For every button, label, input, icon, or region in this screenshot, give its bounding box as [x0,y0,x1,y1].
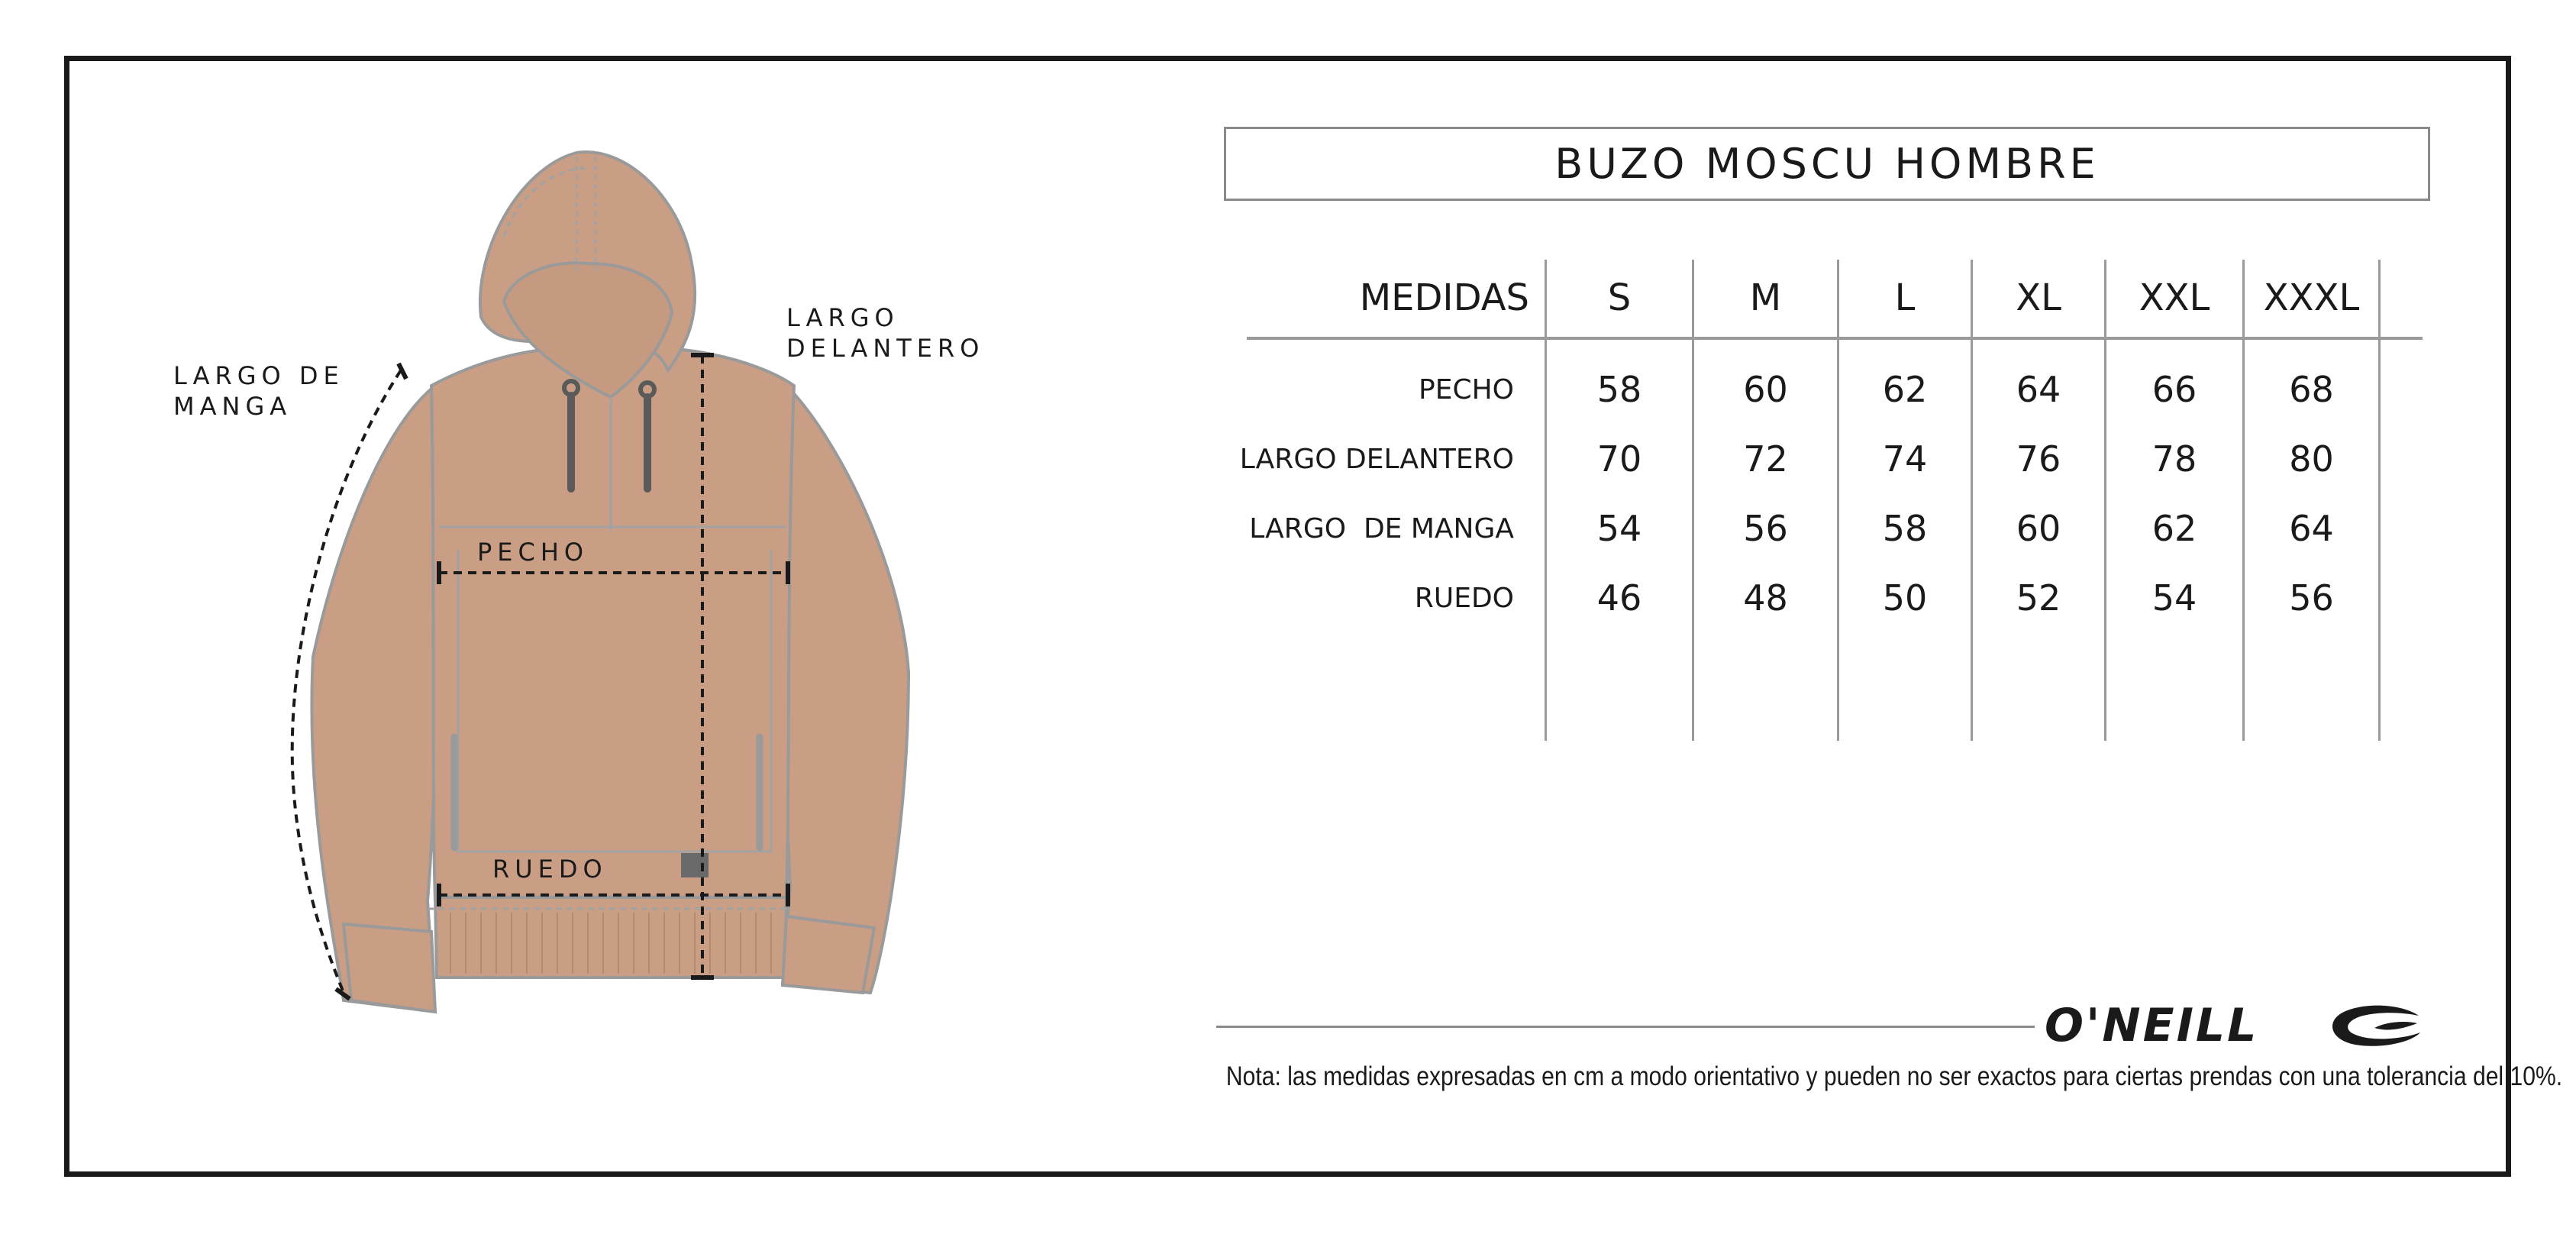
table-cell: 66 [2152,369,2197,410]
table-cell: 78 [2152,438,2197,480]
table-cell: 68 [2289,369,2334,410]
front-length-label-line1: LARGO [786,303,899,332]
size-header: M [1749,276,1782,319]
table-cell: 54 [1596,508,1642,549]
oneill-wave-icon [2329,1002,2422,1049]
table-cell: 56 [2289,577,2334,619]
row-label: LARGO DELANTERO [1239,443,1514,475]
right-cuff [783,916,874,993]
table-cell: 76 [2016,438,2061,480]
header-divider [1247,337,2423,340]
brand-logo-text: O'NEILL [2045,999,2259,1052]
size-header: S [1607,276,1632,319]
table-cell: 70 [1596,438,1642,480]
table-cell: 62 [1882,369,1928,410]
hoodie-body [312,152,909,1012]
table-row [1247,494,2423,563]
table-cell: 46 [1596,577,1642,619]
hoodie-diagram [229,122,1069,1023]
table-cell: 52 [2016,577,2061,619]
size-table [1239,260,2423,741]
table-cell: 62 [2152,508,2197,549]
brand-divider [1216,1026,2035,1028]
left-sleeve [312,386,438,1012]
chart-title: BUZO MOSCU HOMBRE [1224,127,2430,201]
table-cell: 72 [1743,438,1788,480]
hem-label: RUEDO [492,855,608,884]
torso [431,348,794,901]
row-label: PECHO [1419,373,1514,406]
table-cell: 60 [1743,369,1788,410]
disclaimer-note: Nota: las medidas expresadas en cm a modo orientativo y pueden no ser exactos para ciertas prendas con una tolerancia del 10%. [1225,1062,2563,1091]
table-cell: 56 [1743,508,1788,549]
size-header: XXXL [2263,276,2360,319]
sleeve-length-label-line2: MANGA [173,392,292,421]
size-header: L [1894,276,1916,319]
row-label: LARGO DE MANGA [1249,512,1514,544]
table-cell: 80 [2289,438,2334,480]
brand-tag [681,853,709,877]
row-label: RUEDO [1414,582,1514,614]
table-cell: 48 [1743,577,1788,619]
chest-label: PECHO [477,538,589,567]
size-header: XXL [2139,276,2210,319]
left-cuff [344,924,435,1012]
size-header: XL [2016,276,2061,319]
table-cell: 58 [1882,508,1928,549]
table-cell: 74 [1882,438,1928,480]
table-cell: 64 [2289,508,2334,549]
table-row [1247,564,2423,632]
front-length-label-line2: DELANTERO [786,334,985,363]
table-cell: 64 [2016,369,2061,410]
table-cell: 50 [1882,577,1928,619]
table-cell: 58 [1596,369,1642,410]
table-row [1247,355,2423,424]
table-header-label: MEDIDAS [1359,276,1529,319]
sleeve-length-label-line1: LARGO DE [173,361,344,390]
right-sleeve [783,389,909,993]
table-row [1239,425,2423,493]
table-cell: 60 [2016,508,2061,549]
table-cell: 54 [2152,577,2197,619]
